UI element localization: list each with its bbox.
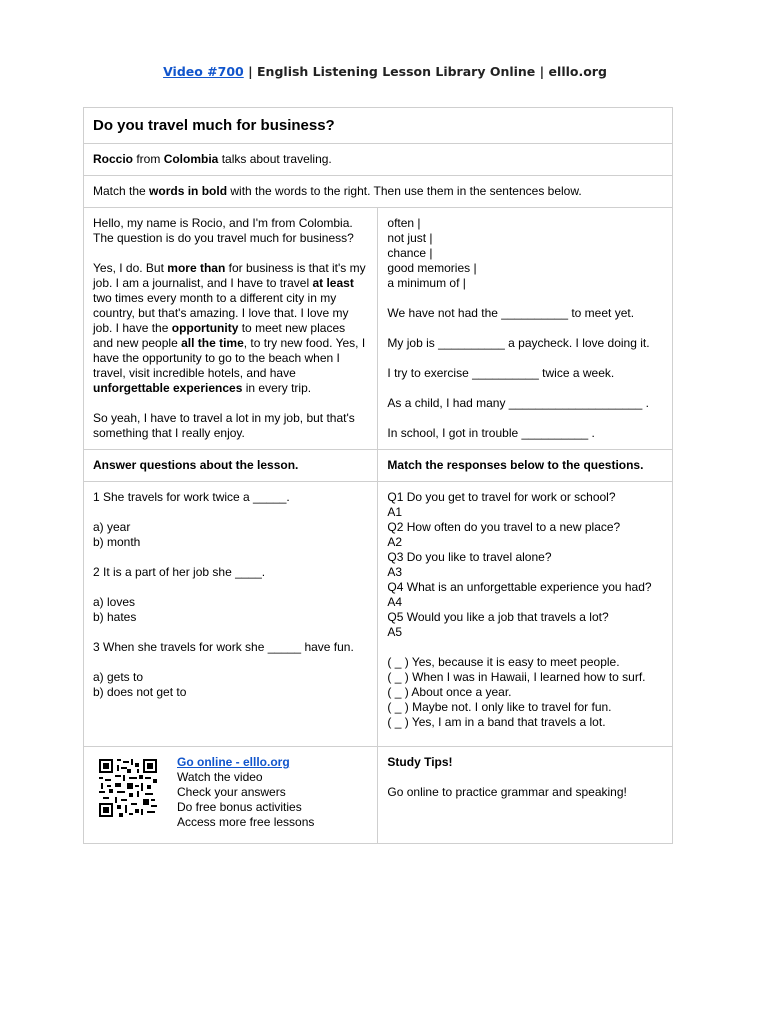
match-heading: Match the responses below to the questions. <box>378 450 673 482</box>
vocab-cell <box>378 208 673 450</box>
quiz-question-3: 3 When she travels for work she _____ have fun. <box>93 640 354 654</box>
match-answer-slot: A4 <box>387 595 403 609</box>
lesson-table <box>83 107 673 844</box>
speaker-row <box>84 144 673 176</box>
match-answer-slot: A5 <box>387 625 403 639</box>
quiz-option: b) month <box>93 535 141 549</box>
transcript-cell <box>84 208 378 450</box>
vocab-sentence: In school, I got in trouble __________ . <box>387 426 595 440</box>
transcript-paragraph-3: So yeah, I have to travel a lot in my job, but that's something that I really enjoy. <box>93 411 355 440</box>
instruction-pre: Match the <box>93 184 150 198</box>
vocab-word: good memories | <box>387 261 477 275</box>
match-answer-slot: A3 <box>387 565 403 579</box>
quiz-option: a) gets to <box>93 670 144 684</box>
match-response: ( _ ) Yes, I am in a band that travels a lot. <box>387 715 606 729</box>
speaker-rest: talks about traveling. <box>218 152 332 166</box>
match-question: Q1 Do you get to travel for work or school? <box>387 490 616 504</box>
header-text: | English Listening Lesson Library Online | elllo.org <box>243 64 607 79</box>
speaker-name: Roccio <box>93 152 134 166</box>
match-response: ( _ ) About once a year. <box>387 685 512 699</box>
instruction-post: with the words to the right. Then use them in the sentences below. <box>227 184 582 198</box>
vocab-sentence: As a child, I had many ____________________ . <box>387 396 649 410</box>
speaker-country: Colombia <box>163 152 219 166</box>
quiz-question-1: 1 She travels for work twice a _____. <box>93 490 290 504</box>
study-tips-text: Go online to practice grammar and speaking! <box>387 785 627 799</box>
study-tips-cell <box>378 747 673 844</box>
study-tips-heading: Study Tips! <box>387 755 453 769</box>
vocab-word: chance | <box>387 246 433 260</box>
quiz-question-2: 2 It is a part of her job she ____. <box>93 565 266 579</box>
speaker-from: from <box>133 152 164 166</box>
match-question: Q2 How often do you travel to a new place? <box>387 520 621 534</box>
online-item: Access more free lessons <box>177 815 315 829</box>
online-item: Check your answers <box>177 785 286 799</box>
quiz-option: a) year <box>93 520 131 534</box>
answer-heading: Answer questions about the lesson. <box>84 450 378 482</box>
page-header <box>0 64 770 79</box>
online-cell <box>84 747 378 844</box>
vocab-word: a minimum of | <box>387 276 466 290</box>
match-answer-slot: A1 <box>387 505 403 519</box>
quiz-cell <box>84 482 378 747</box>
online-item: Do free bonus activities <box>177 800 302 814</box>
vocab-sentence: We have not had the __________ to meet yet. <box>387 306 635 320</box>
lesson-title: Do you travel much for business? <box>84 108 673 144</box>
match-cell <box>378 482 673 747</box>
instruction-bold: words in bold <box>149 184 228 198</box>
quiz-option: b) hates <box>93 610 137 624</box>
vocab-sentence: I try to exercise __________ twice a week. <box>387 366 615 380</box>
match-response: ( _ ) Yes, because it is easy to meet people. <box>387 655 620 669</box>
vocab-word: often | <box>387 216 421 230</box>
qr-code-icon[interactable] <box>99 759 161 821</box>
quiz-option: b) does not get to <box>93 685 187 699</box>
transcript-paragraph-2: Yes, I do. But more than for business is that it's my job. I am a journalist, and I have to travel at least two times every month to a different city in my country, but that's amazing. I love that. I love my job. I have the opportunity to meet new places and new people all the time, to try new food. Yes, I have the opportunity to go to the beach when I travel, visit incredible hotels, and have unforgettable experiences in every trip. <box>93 261 366 395</box>
quiz-option: a) loves <box>93 595 136 609</box>
vocab-word: not just | <box>387 231 433 245</box>
match-question: Q5 Would you like a job that travels a lot? <box>387 610 609 624</box>
online-item: Watch the video <box>177 770 263 784</box>
vocab-sentence: My job is __________ a paycheck. I love doing it. <box>387 336 650 350</box>
match-response: ( _ ) When I was in Hawaii, I learned how to surf. <box>387 670 646 684</box>
match-question: Q3 Do you like to travel alone? <box>387 550 552 564</box>
transcript-paragraph-1: Hello, my name is Rocio, and I'm from Colombia. The question is do you travel much for business? <box>93 216 354 245</box>
match-answer-slot: A2 <box>387 535 403 549</box>
instruction-row <box>84 176 673 208</box>
video-link[interactable]: Video #700 <box>163 64 244 79</box>
match-response: ( _ ) Maybe not. I only like to travel for fun. <box>387 700 612 714</box>
online-link[interactable]: Go online - elllo.org <box>177 755 290 769</box>
match-question: Q4 What is an unforgettable experience you had? <box>387 580 652 594</box>
